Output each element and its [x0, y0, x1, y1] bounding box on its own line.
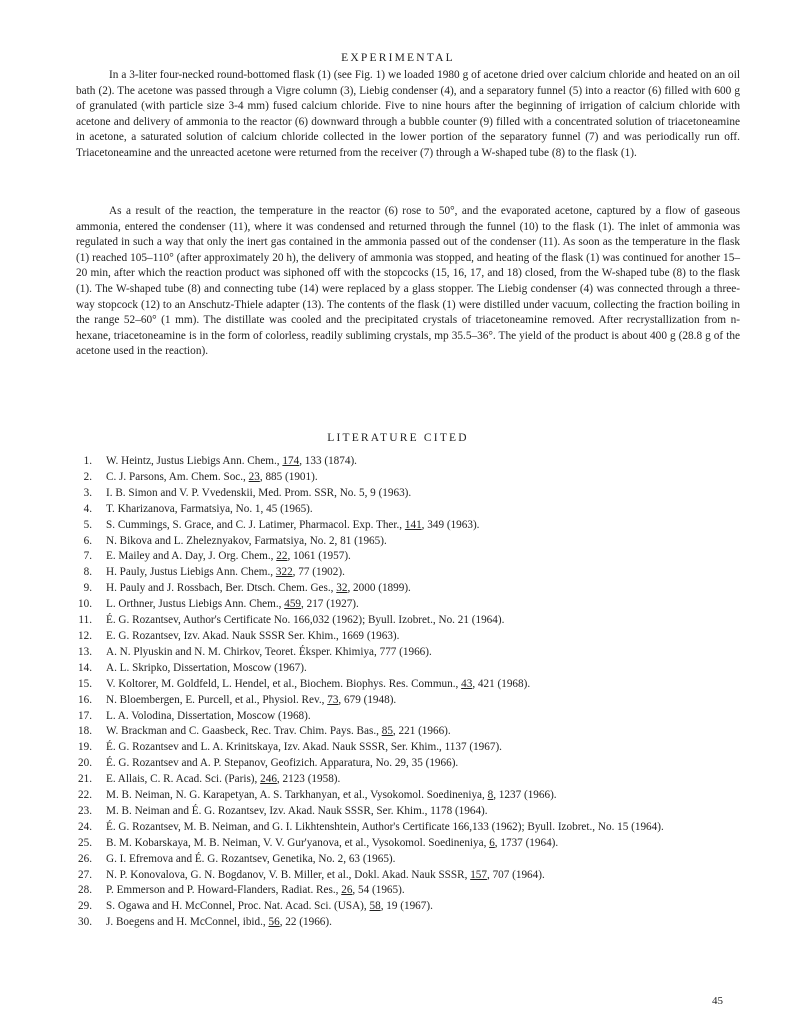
reference-text — [106, 821, 664, 833]
reference-text — [106, 900, 433, 912]
reference-item — [70, 883, 750, 899]
reference-text — [106, 741, 502, 753]
reference-citation: É. G. Rozantsev and L. A. Krinitskaya, Izv. Akad. Nauk SSSR, Ser. Khim., 1137 (1967). — [106, 741, 502, 754]
reference-item — [70, 470, 750, 486]
reference-number: 8. — [83, 566, 92, 579]
reference-item — [70, 756, 750, 772]
reference-text — [106, 519, 479, 531]
reference-pages-year: , 221 (1966). — [392, 725, 451, 738]
reference-item — [70, 454, 750, 470]
reference-volume: 58 — [369, 900, 381, 913]
reference-item — [70, 915, 750, 931]
reference-number: 27. — [78, 868, 92, 881]
reference-volume: 22 — [276, 550, 288, 563]
reference-text — [106, 773, 340, 785]
reference-text — [106, 662, 307, 674]
reference-text — [106, 566, 345, 578]
reference-number: 26. — [78, 852, 92, 865]
reference-item — [70, 772, 750, 788]
reference-volume: 141 — [404, 518, 422, 531]
reference-number: 9. — [83, 582, 92, 595]
reference-number: 15. — [78, 677, 92, 690]
reference-text — [106, 853, 395, 865]
reference-item — [70, 661, 750, 677]
reference-volume: 246 — [260, 773, 277, 786]
reference-citation: C. J. Parsons, Am. Chem. Soc., — [106, 470, 249, 483]
reference-number: 5. — [83, 518, 92, 531]
reference-item — [70, 852, 750, 868]
reference-text — [106, 550, 351, 562]
reference-citation: É. G. Rozantsev and A. P. Stepanov, Geofizich. Apparatura, No. 29, 35 (1966). — [106, 757, 459, 770]
reference-number: 7. — [83, 550, 92, 563]
reference-pages-year: , 679 (1948). — [338, 693, 397, 706]
reference-volume: 157 — [470, 868, 487, 881]
reference-citation: J. Boegens and H. McConnel, ibid., — [106, 916, 269, 929]
reference-text — [106, 678, 530, 690]
reference-citation: É. G. Rozantsev, M. B. Neiman, and G. I. Likhtenshtein, Author's Certificate 166,133 (1962); Byull. Izobret., No. 15 (1964). — [106, 820, 664, 833]
reference-citation: B. M. Kobarskaya, M. B. Neiman, V. V. Gur'yanova, et al., Vysokomol. Soedineniya, — [106, 836, 490, 849]
reference-citation: N. P. Konovalova, G. N. Bogdanov, V. B. Miller, et al., Dokl. Akad. Nauk SSSR, — [106, 868, 471, 881]
reference-citation: S. Cummings, S. Grace, and C. J. Latimer, Pharmacol. Exp. Ther., — [106, 518, 405, 531]
reference-citation: A. L. Skripko, Dissertation, Moscow (1967). — [106, 661, 307, 674]
reference-number: 4. — [83, 502, 92, 515]
reference-number: 22. — [78, 789, 92, 802]
reference-number: 11. — [78, 614, 92, 627]
reference-pages-year: , 22 (1966). — [279, 916, 332, 929]
reference-pages-year: , 885 (1901). — [259, 470, 318, 483]
reference-pages-year: , 19 (1967). — [380, 900, 433, 913]
reference-text — [106, 455, 357, 467]
reference-volume: 6 — [489, 836, 495, 849]
reference-number: 14. — [78, 661, 92, 674]
reference-pages-year: , 349 (1963). — [421, 518, 480, 531]
reference-citation: P. Emmerson and P. Howard-Flanders, Radiat. Res., — [106, 884, 342, 897]
reference-volume: 32 — [336, 582, 348, 595]
reference-citation: G. I. Efremova and É. G. Rozantsev, Genetika, No. 2, 63 (1965). — [106, 852, 396, 865]
reference-text — [106, 869, 545, 881]
reference-pages-year: , 421 (1968). — [472, 677, 531, 690]
reference-number: 1. — [83, 455, 92, 467]
reference-pages-year: , 2123 (1958). — [276, 773, 341, 786]
reference-citation: E. Mailey and A. Day, J. Org. Chem., — [106, 550, 277, 563]
reference-item — [70, 549, 750, 565]
reference-number: 17. — [78, 709, 92, 722]
reference-citation: V. Koltorer, M. Goldfeld, L. Hendel, et al., Biochem. Biophys. Res. Commun., — [106, 677, 462, 690]
reference-citation: E. G. Rozantsev, Izv. Akad. Nauk SSSR Ser. Khim., 1669 (1963). — [106, 629, 400, 642]
reference-citation: H. Pauly, Justus Liebigs Ann. Chem., — [106, 566, 276, 579]
reference-item — [70, 899, 750, 915]
reference-pages-year: , 54 (1965). — [352, 884, 405, 897]
reference-number: 25. — [78, 836, 92, 849]
page-number: 45 — [712, 995, 723, 1007]
reference-volume: 85 — [381, 725, 393, 738]
reference-item — [70, 502, 750, 518]
reference-number: 12. — [78, 629, 92, 642]
reference-citation: W. Brackman and C. Gaasbeck, Rec. Trav. Chim. Pays. Bas., — [106, 725, 382, 738]
reference-item — [70, 677, 750, 693]
reference-text — [106, 805, 488, 817]
reference-citation: W. Heintz, Justus Liebigs Ann. Chem., — [106, 455, 283, 467]
reference-item — [70, 565, 750, 581]
reference-item — [70, 629, 750, 645]
reference-item — [70, 724, 750, 740]
reference-text — [106, 598, 359, 610]
reference-citation: N. Bloembergen, E. Purcell, et al., Physiol. Rev., — [106, 693, 328, 706]
reference-citation: M. B. Neiman, N. G. Karapetyan, A. S. Tarkhanyan, et al., Vysokomol. Soedineniya, — [106, 789, 488, 802]
reference-volume: 56 — [268, 916, 280, 929]
reference-number: 10. — [78, 598, 92, 611]
reference-volume: 73 — [327, 693, 339, 706]
reference-text — [106, 630, 399, 642]
reference-item — [70, 709, 750, 725]
experimental-heading: EXPERIMENTAL — [341, 52, 455, 64]
reference-citation: I. B. Simon and V. P. Vvedenskii, Med. Prom. SSR, No. 5, 9 (1963). — [106, 486, 412, 499]
reference-volume: 459 — [284, 598, 302, 611]
reference-item — [70, 693, 750, 709]
reference-item — [70, 836, 750, 852]
reference-item — [70, 740, 750, 756]
reference-number: 28. — [78, 884, 92, 897]
reference-number: 30. — [78, 916, 92, 929]
reference-pages-year: , 2000 (1899). — [347, 582, 411, 595]
reference-number: 23. — [78, 804, 92, 817]
reference-pages-year: , 1237 (1966). — [493, 789, 557, 802]
reference-text — [106, 582, 411, 594]
reference-item — [70, 518, 750, 534]
reference-volume: 23 — [248, 470, 260, 483]
reference-pages-year: , 707 (1964). — [486, 868, 545, 881]
reference-number: 16. — [78, 693, 92, 706]
experimental-paragraph-1: In a 3-liter four-necked round-bottomed flask (1) (see Fig. 1) we loaded 1980 g of acetone dried over calcium chloride and heated on an oil bath (2). The acetone was passed through a Vigre column (3), Liebig condenser (4), and a separatory funnel (5) into a reactor (6) filled with 600 g of granulated (with particle size 3-4 mm) fused calcium chloride. Five to nine hours after the beginning of irrigation of calcium chloride with acetone and delivery of ammonia to the reactor (6) downward through a bubble counter (9) filled with a concentrated solution of triacetoneamine in acetone, a saturated solution of calcium chloride collected in the lower portion of the separatory funnel (7) and was periodically run off. Triacetoneamine and the unreacted acetone were returned from the receiver (7) through a W-shaped tube (8) to the flask (1). — [76, 69, 740, 159]
reference-number: 2. — [83, 470, 92, 483]
reference-text — [106, 725, 451, 737]
reference-citation: M. B. Neiman and É. G. Rozantsev, Izv. Akad. Nauk SSSR, Ser. Khim., 1178 (1964). — [106, 804, 488, 817]
reference-number: 13. — [78, 645, 92, 658]
reference-volume: 174 — [282, 455, 300, 467]
reference-text — [106, 884, 405, 896]
reference-number: 21. — [78, 773, 92, 786]
reference-pages-year: , 133 (1874). — [299, 455, 357, 467]
reference-number: 24. — [78, 820, 92, 833]
reference-text — [106, 535, 387, 547]
reference-text — [106, 503, 313, 515]
reference-pages-year: , 1061 (1957). — [287, 550, 351, 563]
reference-number: 20. — [78, 757, 92, 770]
reference-number: 29. — [78, 900, 92, 913]
reference-number: 18. — [78, 725, 92, 738]
reference-text — [106, 614, 504, 626]
reference-citation: A. N. Plyuskin and N. M. Chirkov, Teoret. Éksper. Khimiya, 777 (1966). — [106, 645, 432, 658]
literature-heading: LITERATURE CITED — [327, 432, 469, 444]
reference-item — [70, 486, 750, 502]
reference-item — [70, 788, 750, 804]
reference-text — [106, 710, 311, 722]
reference-volume: 43 — [461, 677, 473, 690]
reference-text — [106, 757, 458, 769]
reference-item — [70, 581, 750, 597]
reference-citation: E. Allais, C. R. Acad. Sci. (Paris), — [106, 773, 261, 786]
reference-citation: N. Bikova and L. Zheleznyakov, Farmatsiya, No. 2, 81 (1965). — [106, 534, 387, 547]
reference-citation: É. G. Rozantsev, Author's Certificate No. 166,032 (1962); Byull. Izobret., No. 21 (1964). — [106, 614, 505, 627]
reference-volume: 322 — [275, 566, 293, 579]
reference-citation: L. Orthner, Justus Liebigs Ann. Chem., — [106, 598, 285, 611]
reference-item — [70, 613, 750, 629]
reference-citation: L. A. Volodina, Dissertation, Moscow (1968). — [106, 709, 311, 722]
reference-text — [106, 471, 318, 483]
reference-item — [70, 645, 750, 661]
reference-item — [70, 534, 750, 550]
reference-item — [70, 868, 750, 884]
reference-text — [106, 837, 558, 849]
reference-text — [106, 646, 432, 658]
reference-text — [106, 916, 332, 928]
reference-item — [70, 820, 750, 836]
reference-text — [106, 487, 411, 499]
reference-pages-year: , 77 (1902). — [292, 566, 345, 579]
experimental-paragraph-2: As a result of the reaction, the temperature in the reactor (6) rose to 50°, and the evaporated acetone, captured by a flow of gaseous ammonia, entered the condenser (11), where it was condensed and returned through the funnel (10) to the flask (1). The inlet of ammonia was regulated in such a way that only the inert gas contained in the ammonia passed out of the condenser (11). As soon as the temperature in the flask (1) reached 105–110° (after approximately 20 h), the delivery of ammonia was stopped, and heating of the flask (1) was continued for another 15–20 min, after which the reaction product was siphoned off with the stopcocks (15, 16, 17, and 18) closed, from the W-shaped tube (8) to the flask (1). The W-shaped tube (8) and connecting tube (14) were replaced by a glass stopper. The Liebig condenser (4) was connected through a three-way stopcock (12) to an Anschutz-Thiele adapter (13). The contents of the flask (1) were distilled under vacuum, collecting the fraction boiling in the range 52–60° (1 mm). The distillate was cooled and the precipitated crystals of triacetoneamine removed. After recrystallization from n-hexane, triacetoneamine is in the form of colorless, readily subliming crystals, mp 35.5–36°. The yield of the product is about 400 g (28.8 g of the acetone used in the reaction). — [76, 205, 740, 358]
reference-pages-year: , 217 (1927). — [301, 598, 359, 611]
reference-text — [106, 789, 557, 801]
reference-item — [70, 597, 750, 613]
reference-citation: S. Ogawa and H. McConnel, Proc. Nat. Acad. Sci. (USA), — [106, 900, 370, 913]
reference-item — [70, 804, 750, 820]
reference-text — [106, 694, 396, 706]
reference-pages-year: , 1737 (1964). — [494, 836, 559, 849]
reference-volume: 26 — [341, 884, 353, 897]
reference-number: 6. — [83, 534, 92, 547]
reference-list — [70, 454, 750, 931]
reference-number: 19. — [78, 741, 92, 754]
reference-volume: 8 — [487, 789, 494, 802]
reference-citation: H. Pauly and J. Rossbach, Ber. Dtsch. Chem. Ges., — [106, 582, 337, 595]
reference-citation: T. Kharizanova, Farmatsiya, No. 1, 45 (1965). — [106, 502, 313, 515]
reference-number: 3. — [83, 486, 92, 499]
